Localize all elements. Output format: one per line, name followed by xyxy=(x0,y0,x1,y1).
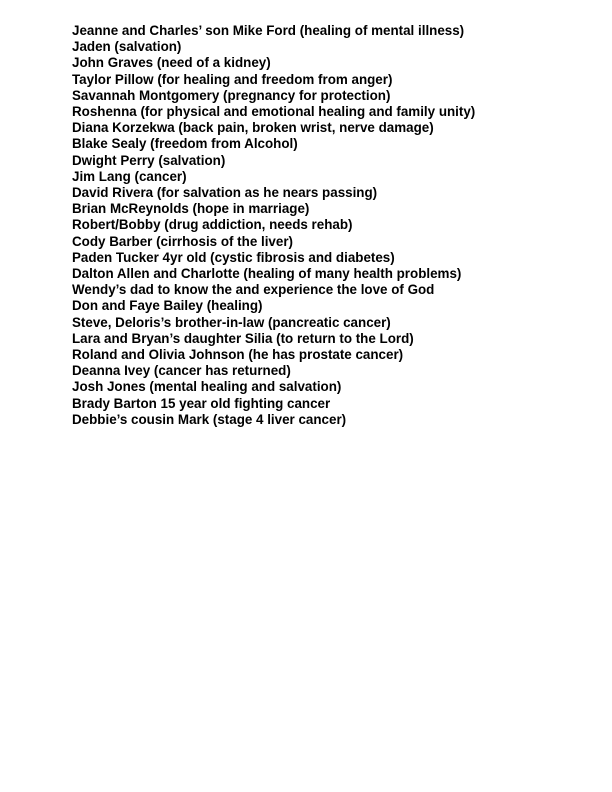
prayer-request-item: Dalton Allen and Charlotte (healing of many health problems) xyxy=(72,266,462,282)
prayer-request-item: Steve, Deloris’s brother-in-law (pancreatic cancer) xyxy=(72,314,391,330)
prayer-request-item: Brady Barton 15 year old fighting cancer xyxy=(72,395,331,411)
prayer-request-item: Lara and Bryan’s daughter Silia (to return to the Lord) xyxy=(72,330,414,346)
prayer-request-item: Wendy’s dad to know the and experience the love of God xyxy=(72,282,435,298)
prayer-request-item: Dwight Perry (salvation) xyxy=(72,152,226,168)
prayer-request-item: Jaden (salvation) xyxy=(72,39,182,55)
prayer-request-item: Paden Tucker 4yr old (cystic fibrosis and diabetes) xyxy=(72,249,395,265)
prayer-request-item: Blake Sealy (freedom from Alcohol) xyxy=(72,136,298,152)
prayer-request-item: Roland and Olivia Johnson (he has prostate cancer) xyxy=(72,347,404,363)
prayer-request-item: Savannah Montgomery (pregnancy for protection) xyxy=(72,87,391,103)
prayer-request-item: Don and Faye Bailey (healing) xyxy=(72,298,263,314)
prayer-request-item: Roshenna (for physical and emotional healing and family unity) xyxy=(72,104,476,120)
prayer-request-item: John Graves (need of a kidney) xyxy=(72,55,271,71)
prayer-request-item: Diana Korzekwa (back pain, broken wrist, nerve damage) xyxy=(72,120,434,136)
prayer-request-item: Deanna Ivey (cancer has returned) xyxy=(72,363,291,379)
prayer-request-item: Taylor Pillow (for healing and freedom from anger) xyxy=(72,71,393,87)
prayer-request-item: Jim Lang (cancer) xyxy=(72,168,187,184)
prayer-request-item: Jeanne and Charles’ son Mike Ford (healing of mental illness) xyxy=(72,23,465,38)
prayer-request-item: David Rivera (for salvation as he nears passing) xyxy=(72,185,378,201)
prayer-request-item: Robert/Bobby (drug addiction, needs rehab) xyxy=(72,217,353,233)
prayer-request-item: Brian McReynolds (hope in marriage) xyxy=(72,201,310,217)
prayer-request-item: Josh Jones (mental healing and salvation) xyxy=(72,379,342,395)
prayer-request-item: Cody Barber (cirrhosis of the liver) xyxy=(72,233,293,249)
prayer-request-list xyxy=(72,23,475,428)
prayer-request-item: Debbie’s cousin Mark (stage 4 liver cancer) xyxy=(72,411,347,427)
